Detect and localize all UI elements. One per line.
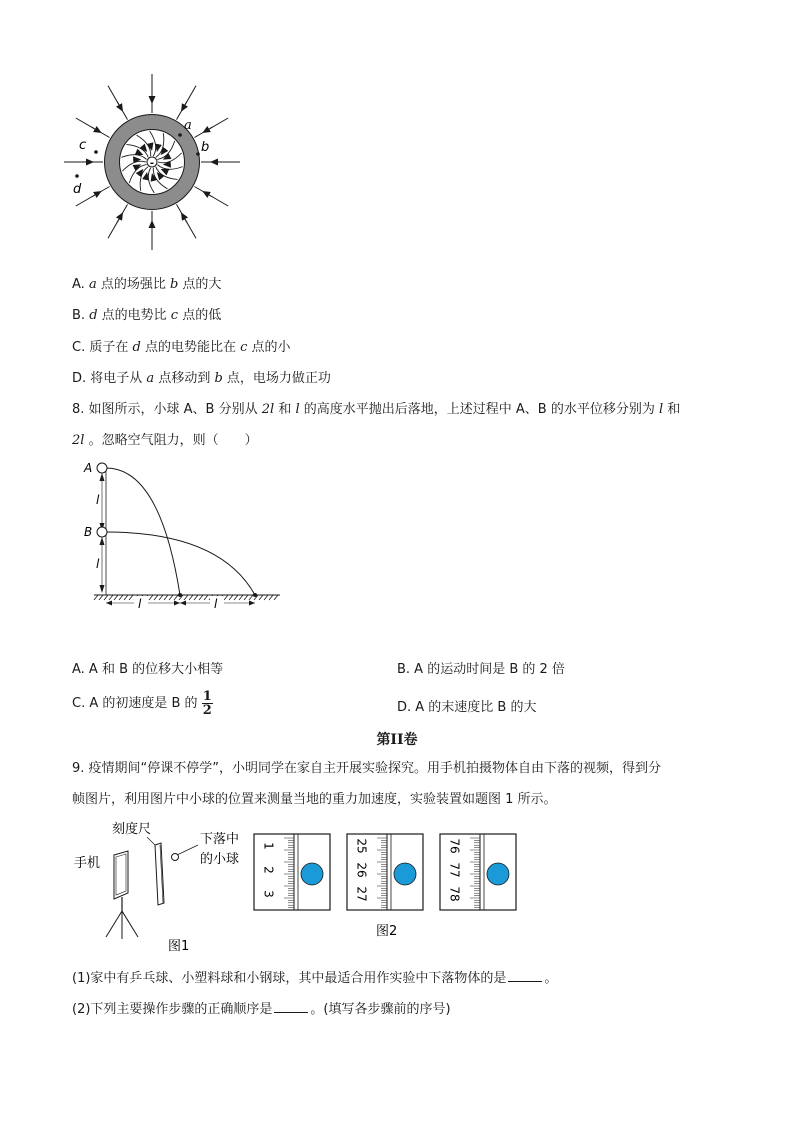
ground-hatch: [109, 595, 113, 600]
ruler-mark: 27: [354, 886, 369, 902]
field-arrow: [117, 101, 121, 108]
ball-b: [97, 527, 107, 537]
q7-option-a: A. a 点的场强比 b 点的大: [72, 277, 222, 292]
ground-hatch: [124, 595, 128, 600]
q8-option-b: B. A 的运动时间是 B 的 2 倍: [397, 662, 565, 677]
ruler-mark: 78: [447, 886, 462, 902]
field-arrow: [206, 127, 213, 131]
q9-stem-line2: 帧图片，利用图片中小球的位置来测量当地的重力加速度，实验装置如题图 1 所示。: [72, 792, 557, 807]
point-c-dot: [94, 150, 98, 154]
q7-option-b: B. d 点的电势比 c 点的低: [72, 308, 222, 323]
field-arrow: [183, 101, 187, 108]
q8-option-a: A. A 和 B 的位移大小相等: [72, 662, 224, 677]
ground-hatch: [164, 595, 168, 600]
field-arrow: [91, 193, 98, 197]
inner-field-line: [129, 165, 146, 183]
ground-hatch: [189, 595, 193, 600]
point-b-dot: [196, 152, 200, 156]
ball-in-frame: [487, 863, 509, 885]
ground-hatch: [169, 595, 173, 600]
falling-ball: [172, 854, 179, 861]
q9-sub1: (1)家中有乒乓球、小塑料球和小钢球，其中最适合用作实验中下落物体的是 。: [72, 968, 557, 988]
field-arrow: [183, 216, 187, 223]
point-a-dot: [178, 133, 182, 137]
point-a-label: a: [184, 118, 192, 133]
inner-field-arrow: [146, 176, 147, 180]
inner-field-arrow: [150, 143, 151, 147]
q7-field-figure: [60, 56, 290, 276]
q8-stem-line1: 8. 如图所示，小球 A、B 分别从 2l 和 l 的高度水平抛出后落地，上述过程中 A、B 的水平位移分别为 l 和: [72, 402, 681, 417]
label-l-x1: l: [138, 597, 142, 611]
answer-blank-2[interactable]: [274, 999, 308, 1013]
ground-hatch: [204, 595, 208, 600]
ground-hatch: [229, 595, 233, 600]
inner-field-line: [157, 141, 174, 159]
inner-field-arrow: [136, 152, 140, 154]
ground-hatch: [249, 595, 253, 600]
label-l-top: l: [96, 493, 100, 507]
point-b-label: b: [201, 140, 210, 155]
ball-in-frame: [394, 863, 416, 885]
field-arrow: [117, 216, 121, 223]
ground-hatch: [269, 595, 273, 600]
inner-field-arrow: [158, 144, 159, 148]
ground-hatch: [114, 595, 118, 600]
answer-blank-1[interactable]: [508, 968, 542, 982]
q8-option-c: C. A 的初速度是 B 的 $\frac{1}{2}$: [72, 689, 212, 718]
ruler-label: 刻度尺: [112, 822, 152, 837]
ball-label-1: 下落中: [200, 832, 240, 847]
ground-hatch: [149, 595, 153, 600]
inner-field-arrow: [134, 166, 138, 168]
ground-hatch: [239, 595, 243, 600]
ground-hatch: [159, 595, 163, 600]
ground-hatch: [119, 595, 123, 600]
inner-field-line: [140, 167, 148, 191]
ground-hatch: [94, 595, 98, 600]
ball-label-2: 的小球: [200, 852, 240, 867]
q7-option-d: D. 将电子从 a 点移动到 b 点，电场力做正功: [72, 371, 331, 386]
inner-field-arrow: [142, 146, 145, 149]
fig1-caption: 图1: [168, 939, 190, 954]
phone-label: 手机: [74, 856, 101, 871]
inner-field-arrow: [159, 175, 162, 178]
charge-sign: -: [149, 158, 155, 169]
ground-hatch: [224, 595, 228, 600]
section-title: 第II卷: [376, 732, 418, 748]
ruler-mark: 76: [447, 838, 462, 854]
label-l-x2: l: [214, 597, 218, 611]
ground-hatch: [244, 595, 248, 600]
point-c-label: c: [79, 138, 87, 153]
inner-field-line: [121, 155, 146, 160]
ground-hatch: [129, 595, 133, 600]
ruler-mark: 3: [261, 890, 276, 898]
label-l-bottom: l: [96, 557, 100, 571]
fraction-one-half: $\frac{1}{2}$: [202, 689, 212, 718]
inner-field-arrow: [138, 172, 140, 175]
inner-field-arrow: [163, 149, 165, 152]
tripod-leg: [106, 911, 122, 937]
trajectory-b: [106, 532, 255, 595]
inner-field-arrow: [166, 156, 170, 158]
q9-stem-line1: 9. 疫情期间“停课不停学”，小明同学在家自主开展实验探究。用手机拍摄物体自由下落的视频，得到分: [72, 761, 662, 776]
field-arrow: [206, 193, 213, 197]
q8-projectile-figure: [80, 455, 290, 615]
ruler-mark: 2: [261, 866, 276, 874]
trajectory-a: [106, 468, 180, 595]
ground-hatch: [274, 595, 278, 600]
ruler-mark: 25: [354, 838, 369, 854]
ground-hatch: [154, 595, 158, 600]
inner-field-arrow: [153, 177, 154, 181]
inner-field-line: [156, 133, 164, 157]
ground-hatch: [234, 595, 238, 600]
q8-option-d: D. A 的末速度比 B 的大: [397, 700, 537, 715]
video-frame: [254, 834, 330, 910]
ground-hatch: [184, 595, 188, 600]
ground-hatch: [104, 595, 108, 600]
ground-hatch: [99, 595, 103, 600]
point-d-dot: [75, 174, 79, 178]
ball-in-frame: [301, 863, 323, 885]
inner-field-line: [157, 165, 182, 170]
video-frame: [440, 834, 516, 910]
point-d-label: d: [73, 182, 82, 197]
video-frame: [347, 834, 423, 910]
inner-field-arrow: [164, 171, 168, 173]
q9-fig2-frames: [248, 830, 528, 942]
ground-hatch: [174, 595, 178, 600]
ground-hatch: [264, 595, 268, 600]
q7-option-c: C. 质子在 d 点的电势能比在 c 点的小: [72, 340, 291, 355]
ground-hatch: [199, 595, 203, 600]
ground-hatch: [194, 595, 198, 600]
ruler-mark: 77: [447, 862, 462, 878]
fig2-caption: 图2: [376, 924, 398, 939]
field-arrow: [91, 127, 98, 131]
ruler-mark: 1: [261, 842, 276, 850]
q8-stem-line2: 2l 。忽略空气阻力，则（ ）: [72, 433, 258, 448]
ruler-mark: 26: [354, 862, 369, 878]
ground-hatch: [259, 595, 263, 600]
q9-fig1-setup: [72, 815, 242, 955]
label-a: A: [84, 461, 93, 475]
ball-a: [97, 463, 107, 473]
q9-sub2: (2)下列主要操作步骤的正确顺序是 。(填写各步骤前的序号): [72, 999, 451, 1019]
label-b: B: [84, 525, 93, 539]
